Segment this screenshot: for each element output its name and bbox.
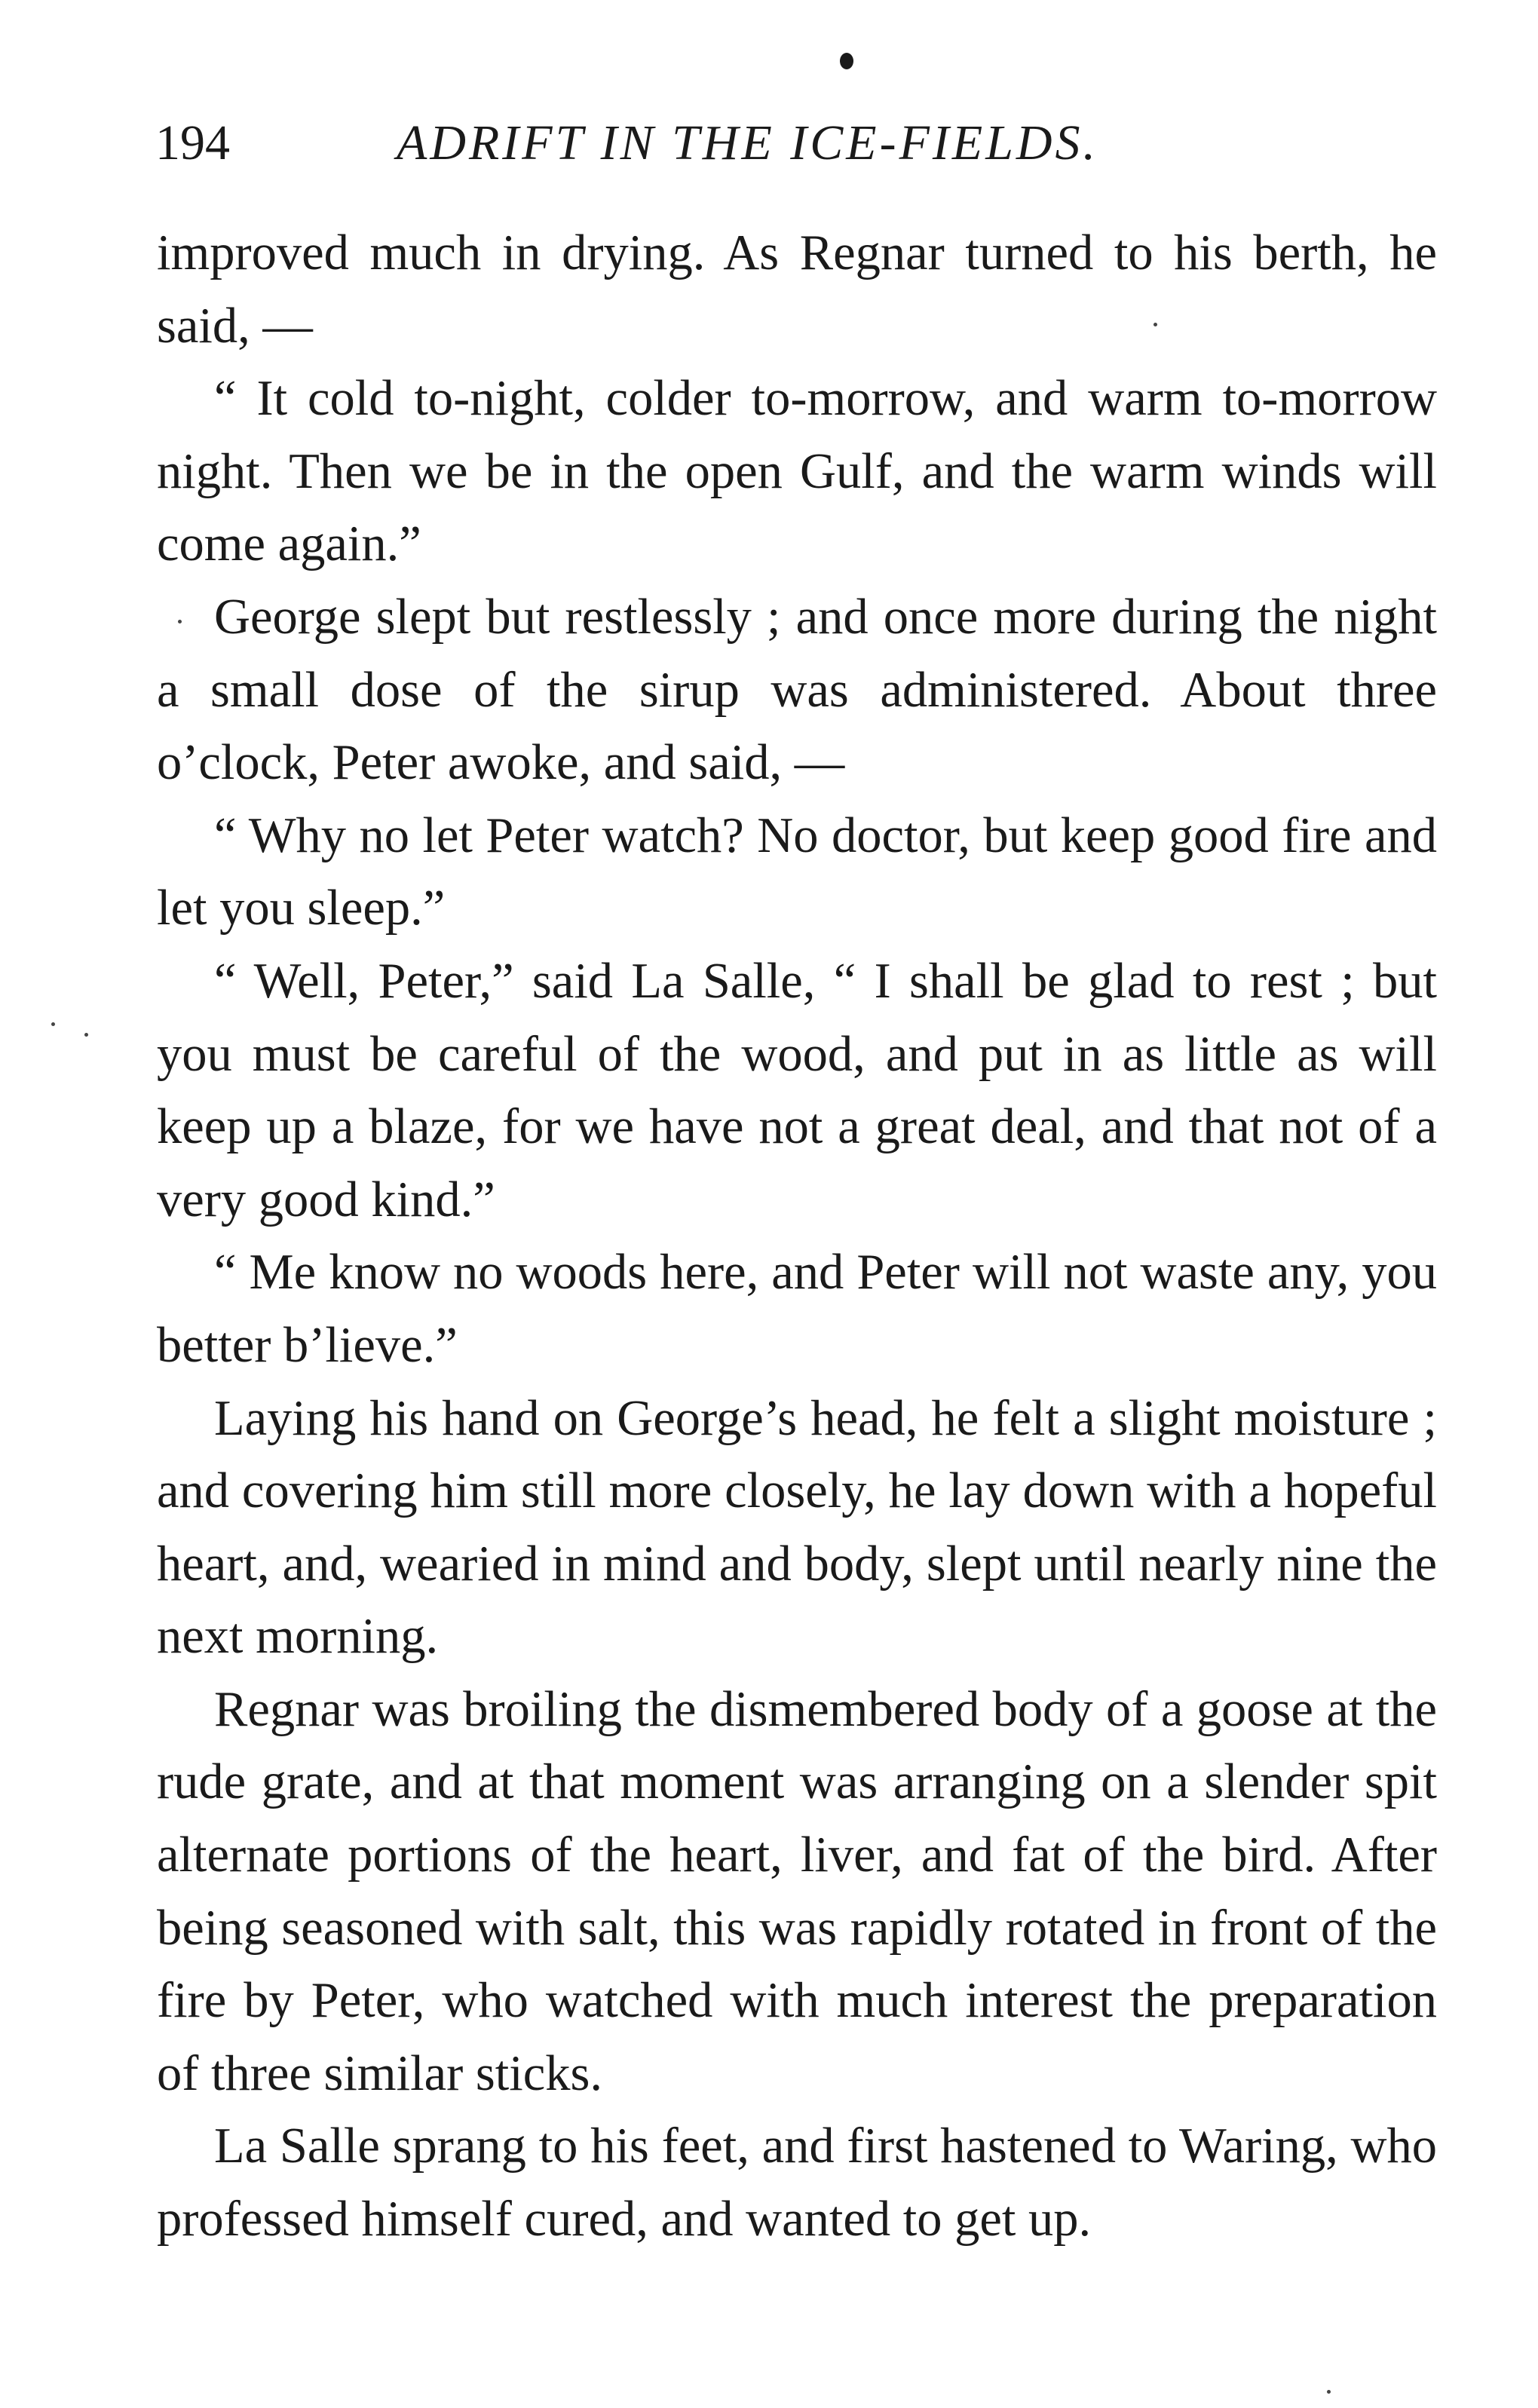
paragraph: “ It cold to-night, colder to-morrow, and warm to-morrow night. Then we be in the open Gulf, and the warm winds will come again.” — [157, 371, 1437, 572]
body-text — [157, 217, 1437, 2256]
paper-speck — [51, 1022, 55, 1026]
page-number: 194 — [155, 115, 230, 170]
paragraph: improved much in drying. As Regnar turned to his berth, he said, — — [157, 225, 1437, 354]
paragraph: George slept but restlessly ; and once more during the night a small dose of the sirup was administered. About three o’clock, Peter awoke, and said, — — [157, 589, 1437, 791]
paragraph: “ Why no let Peter watch? No doctor, but keep good fire and let you sleep.” — [157, 807, 1437, 936]
page-header — [155, 113, 1437, 173]
paper-speck — [1327, 2390, 1331, 2394]
paragraph: La Salle sprang to his feet, and first hastened to Waring, who professed himself cured, and wanted to get up. — [157, 2118, 1437, 2247]
paragraph: Laying his hand on George’s head, he felt a slight moisture ; and covering him still more closely, he lay down with a hopeful heart, and, wearied in mind and body, slept until nearly nine the next morning. — [157, 1390, 1437, 1665]
printed-dot — [840, 53, 853, 69]
paragraph: Regnar was broiling the dismembered body of a goose at the rude grate, and at that moment was arranging on a slender spit alternate portions of the heart, liver, and fat of the bird. After being seasoned with salt, this was rapidly rotated in front of the fire by Peter, who watched with much interest the preparation of three similar sticks. — [157, 1681, 1437, 2101]
paper-speck — [84, 1033, 88, 1037]
paragraph: “ Me know no woods here, and Peter will not waste any, you better b’lieve.” — [157, 1245, 1437, 1373]
paragraph: “ Well, Peter,” said La Salle, “ I shall be glad to rest ; but you must be careful of the wood, and put in as little as will keep up a blaze, for we have not a great deal, and that not of a very good kind.” — [157, 953, 1437, 1227]
running-title: ADRIFT IN THE ICE-FIELDS. — [397, 115, 1099, 170]
